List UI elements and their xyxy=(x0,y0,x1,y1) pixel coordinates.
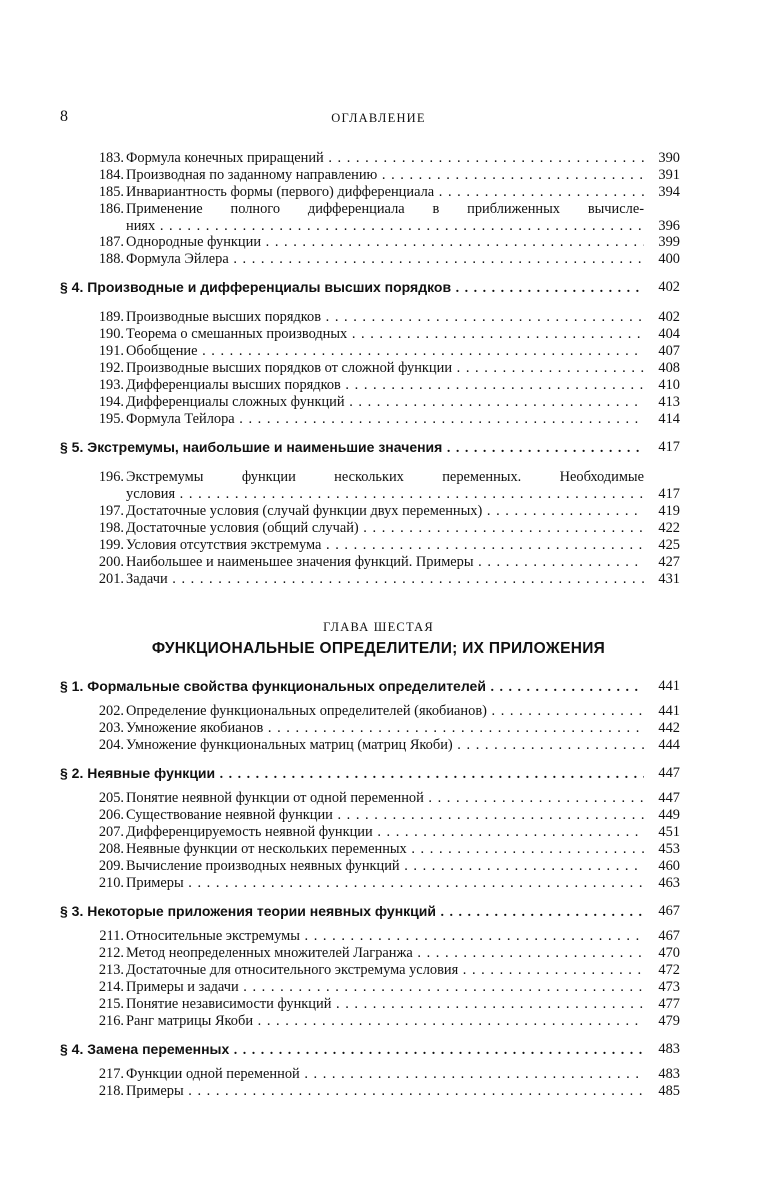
toc-page-number: 391 xyxy=(658,167,680,183)
toc-entry xyxy=(60,979,680,996)
toc-entry-number: 189. xyxy=(98,309,124,325)
page-number: 8 xyxy=(60,108,68,125)
toc-page-number: 404 xyxy=(658,326,680,342)
toc-page-number: 399 xyxy=(658,234,680,250)
toc-entry xyxy=(60,720,680,737)
toc-entry-number: 195. xyxy=(98,411,124,427)
toc-entry-title: ниях . . . xyxy=(126,218,644,235)
toc-entry-title: Инвариантность формы (первого) дифференциала . . . xyxy=(126,184,644,201)
toc-entry-title: Дифференциалы высших порядков . . . xyxy=(126,377,644,394)
toc-entry-title: Умножение функциональных матриц (матриц Якоби) . . . xyxy=(126,737,644,754)
running-title: ОГЛАВЛЕНИЕ xyxy=(331,111,426,125)
toc-page-number: 441 xyxy=(658,703,680,719)
toc-page-number: 410 xyxy=(658,377,680,393)
toc-page-number: 390 xyxy=(658,150,680,166)
toc-entry xyxy=(60,962,680,979)
toc-entry-title: Экстремумы функции нескольких переменных. Необходимые xyxy=(126,469,644,485)
toc-entry xyxy=(60,841,680,858)
toc-entry-number: 209. xyxy=(98,858,124,874)
toc-section-heading xyxy=(60,279,680,296)
toc-entry-title: Определение функциональных определителей (якобианов) . . . xyxy=(126,703,644,720)
toc-page-number: 449 xyxy=(658,807,680,823)
toc-page-number: 463 xyxy=(658,875,680,891)
toc-page-number: 447 xyxy=(658,765,680,781)
toc-entry-number: 188. xyxy=(98,251,124,267)
toc-page-number: 422 xyxy=(658,520,680,536)
toc-entry-number: 215. xyxy=(98,996,124,1012)
toc-entry xyxy=(60,377,680,394)
toc-page-number: 473 xyxy=(658,979,680,995)
toc-page-number: 413 xyxy=(658,394,680,410)
toc-entry xyxy=(60,520,680,537)
toc-entry xyxy=(60,469,680,486)
toc-entry-title: Вычисление производных неявных функций . . . xyxy=(126,858,644,875)
toc-entry-number: 208. xyxy=(98,841,124,857)
toc-entry-title: Неявные функции от нескольких переменных . . . xyxy=(126,841,644,858)
toc-entry-number: 206. xyxy=(98,807,124,823)
toc-entry xyxy=(60,150,680,167)
toc-page-number: 417 xyxy=(658,486,680,502)
toc-entry xyxy=(60,360,680,377)
toc-page-number: 483 xyxy=(658,1066,680,1082)
chapter-title: ФУНКЦИОНАЛЬНЫЕ ОПРЕДЕЛИТЕЛИ; ИХ ПРИЛОЖЕНИЯ xyxy=(151,640,606,657)
toc-entry-number: 196. xyxy=(98,469,124,485)
toc-entry-title: Понятие неявной функции от одной переменной . . . xyxy=(126,790,644,807)
toc-entry-number: 212. xyxy=(98,945,124,961)
toc-entry-title: Производная по заданному направлению . . . xyxy=(126,167,644,184)
toc-page-number: 485 xyxy=(658,1083,680,1099)
toc-page-number: 431 xyxy=(658,571,680,587)
toc-entry xyxy=(60,234,680,251)
toc-entry-number: 184. xyxy=(98,167,124,183)
toc-entry-title: Обобщение . . . xyxy=(126,343,644,360)
toc-entry xyxy=(60,554,680,571)
toc-entry-number: 216. xyxy=(98,1013,124,1029)
toc-entry xyxy=(60,875,680,892)
toc-page-number: 441 xyxy=(658,678,680,694)
toc-entry-title: Формула Тейлора . . . xyxy=(126,411,644,428)
toc-entry xyxy=(60,251,680,268)
toc-entry xyxy=(60,201,680,218)
toc-entry xyxy=(60,394,680,411)
toc-entry-title: Функции одной переменной . . . xyxy=(126,1066,644,1083)
toc-entry-title: Достаточные условия (общий случай) . . . xyxy=(126,520,644,537)
toc-section-heading xyxy=(60,439,680,456)
toc-entry-title: Существование неявной функции . . . xyxy=(126,807,644,824)
toc-entry-number: 204. xyxy=(98,737,124,753)
toc-entry xyxy=(60,343,680,360)
toc-entry-title: Наибольшее и наименьшее значения функций. Примеры . . . xyxy=(126,554,644,571)
toc-entry-title: Дифференциалы сложных функций . . . xyxy=(126,394,644,411)
toc-page-number: 467 xyxy=(658,928,680,944)
toc-entry xyxy=(60,1066,680,1083)
toc-entry-number: 193. xyxy=(98,377,124,393)
toc-entry-title: Условия отсутствия экстремума . . . xyxy=(126,537,644,554)
toc-entry xyxy=(60,996,680,1013)
toc-entry-title: Ранг матрицы Якоби . . . xyxy=(126,1013,644,1030)
toc-page-number: 453 xyxy=(658,841,680,857)
toc-entry xyxy=(60,167,680,184)
toc-page-number: 442 xyxy=(658,720,680,736)
toc-entry-title: Достаточные для относительного экстремума условия . . . xyxy=(126,962,644,979)
toc-page-number: 414 xyxy=(658,411,680,427)
toc-entry-number: 201. xyxy=(98,571,124,587)
toc-page-number: 467 xyxy=(658,903,680,919)
toc-entry xyxy=(60,1013,680,1030)
toc-entry xyxy=(60,486,680,503)
toc-entry-number: 214. xyxy=(98,979,124,995)
toc-page-number: 447 xyxy=(658,790,680,806)
toc-section-title: § 3. Некоторые приложения теории неявных функций . . . xyxy=(60,903,644,921)
toc-entry-number: 203. xyxy=(98,720,124,736)
toc-entry-title: Производные высших порядков . . . xyxy=(126,309,644,326)
toc-entry-number: 213. xyxy=(98,962,124,978)
toc-page-number: 408 xyxy=(658,360,680,376)
toc-entry-title: Понятие независимости функций . . . xyxy=(126,996,644,1013)
page-header xyxy=(60,108,697,128)
toc-entry-title: Примеры . . . xyxy=(126,1083,644,1100)
toc-entry-title: Метод неопределенных множителей Лагранжа . . . xyxy=(126,945,644,962)
toc-entry-title: Теорема о смешанных производных . . . xyxy=(126,326,644,343)
toc-page-number: 460 xyxy=(658,858,680,874)
toc-entry xyxy=(60,503,680,520)
toc-entry-number: 197. xyxy=(98,503,124,519)
toc-entry-title: Относительные экстремумы . . . xyxy=(126,928,644,945)
toc-page-number: 427 xyxy=(658,554,680,570)
toc-page-number: 407 xyxy=(658,343,680,359)
toc-entry xyxy=(60,928,680,945)
toc-entry-number: 205. xyxy=(98,790,124,806)
toc-section-heading xyxy=(60,1041,680,1058)
toc-entry-title: Задачи . . . xyxy=(126,571,644,588)
toc-entry-number: 199. xyxy=(98,537,124,553)
toc-entry-number: 198. xyxy=(98,520,124,536)
toc-section-title: § 4. Производные и дифференциалы высших порядков . . . xyxy=(60,279,644,297)
toc-entry xyxy=(60,824,680,841)
toc-section-heading xyxy=(60,678,680,695)
toc-page-number: 394 xyxy=(658,184,680,200)
toc-entry-number: 217. xyxy=(98,1066,124,1082)
toc-entry-number: 192. xyxy=(98,360,124,376)
toc-entry-title: Формула Эйлера . . . xyxy=(126,251,644,268)
toc-page-number: 400 xyxy=(658,251,680,267)
toc-section-title: § 5. Экстремумы, наибольшие и наименьшие значения . . . xyxy=(60,439,644,457)
toc-entry xyxy=(60,184,680,201)
toc-page-number: 444 xyxy=(658,737,680,753)
toc-entry-number: 190. xyxy=(98,326,124,342)
toc-entry-title: Однородные функции . . . xyxy=(126,234,644,251)
toc-page-number: 402 xyxy=(658,309,680,325)
toc-page-number: 419 xyxy=(658,503,680,519)
toc-entry-number: 191. xyxy=(98,343,124,359)
toc-entry-title: условия . . . xyxy=(126,486,644,503)
toc-entry-number: 207. xyxy=(98,824,124,840)
toc-entry xyxy=(60,326,680,343)
toc-entry-number: 183. xyxy=(98,150,124,166)
toc-entry-title: Дифференцируемость неявной функции . . . xyxy=(126,824,644,841)
toc-entry-number: 211. xyxy=(99,928,124,944)
toc-section-title: § 4. Замена переменных . . . xyxy=(60,1041,644,1059)
toc-page-number: 417 xyxy=(658,439,680,455)
toc-entry xyxy=(60,858,680,875)
toc-entry xyxy=(60,703,680,720)
toc-entry xyxy=(60,537,680,554)
toc-page-number: 477 xyxy=(658,996,680,1012)
toc-entry xyxy=(60,790,680,807)
toc-entry-title: Применение полного дифференциала в приближенных вычисле- xyxy=(126,201,644,217)
toc-entry xyxy=(60,571,680,588)
toc-entry-title: Формула конечных приращений . . . xyxy=(126,150,644,167)
toc-section-heading xyxy=(60,765,680,782)
toc-entry-title: Примеры и задачи . . . xyxy=(126,979,644,996)
toc-entry-number: 210. xyxy=(98,875,124,891)
toc-entry-number: 202. xyxy=(98,703,124,719)
toc-entry xyxy=(60,737,680,754)
toc-entry xyxy=(60,218,680,235)
toc-entry-number: 186. xyxy=(98,201,124,217)
toc-entry xyxy=(60,945,680,962)
toc-page-number: 396 xyxy=(658,218,680,234)
toc-page-number: 483 xyxy=(658,1041,680,1057)
toc-entry-number: 200. xyxy=(98,554,124,570)
toc-page-number: 425 xyxy=(658,537,680,553)
toc-page-number: 470 xyxy=(658,945,680,961)
toc-entry xyxy=(60,309,680,326)
toc-page-number: 402 xyxy=(658,279,680,295)
toc-page-number: 479 xyxy=(658,1013,680,1029)
toc-section-title: § 1. Формальные свойства функциональных определителей . . . xyxy=(60,678,644,696)
toc-entry xyxy=(60,807,680,824)
toc-entry xyxy=(60,411,680,428)
toc-entry-title: Умножение якобианов . . . xyxy=(126,720,644,737)
toc-entry-number: 187. xyxy=(98,234,124,250)
chapter-label: ГЛАВА ШЕСТАЯ xyxy=(323,620,434,634)
toc-section-heading xyxy=(60,903,680,920)
toc-entry-title: Производные высших порядков от сложной функции . . . xyxy=(126,360,644,377)
toc-page-number: 451 xyxy=(658,824,680,840)
toc-entry-title: Примеры . . . xyxy=(126,875,644,892)
toc-entry-number: 185. xyxy=(98,184,124,200)
toc-entry-number: 194. xyxy=(98,394,124,410)
toc-section-title: § 2. Неявные функции . . . xyxy=(60,765,644,783)
toc-entry xyxy=(60,1083,680,1100)
toc-page-number: 472 xyxy=(658,962,680,978)
toc-entry-number: 218. xyxy=(98,1083,124,1099)
toc-entry-title: Достаточные условия (случай функции двух переменных) . . . xyxy=(126,503,644,520)
